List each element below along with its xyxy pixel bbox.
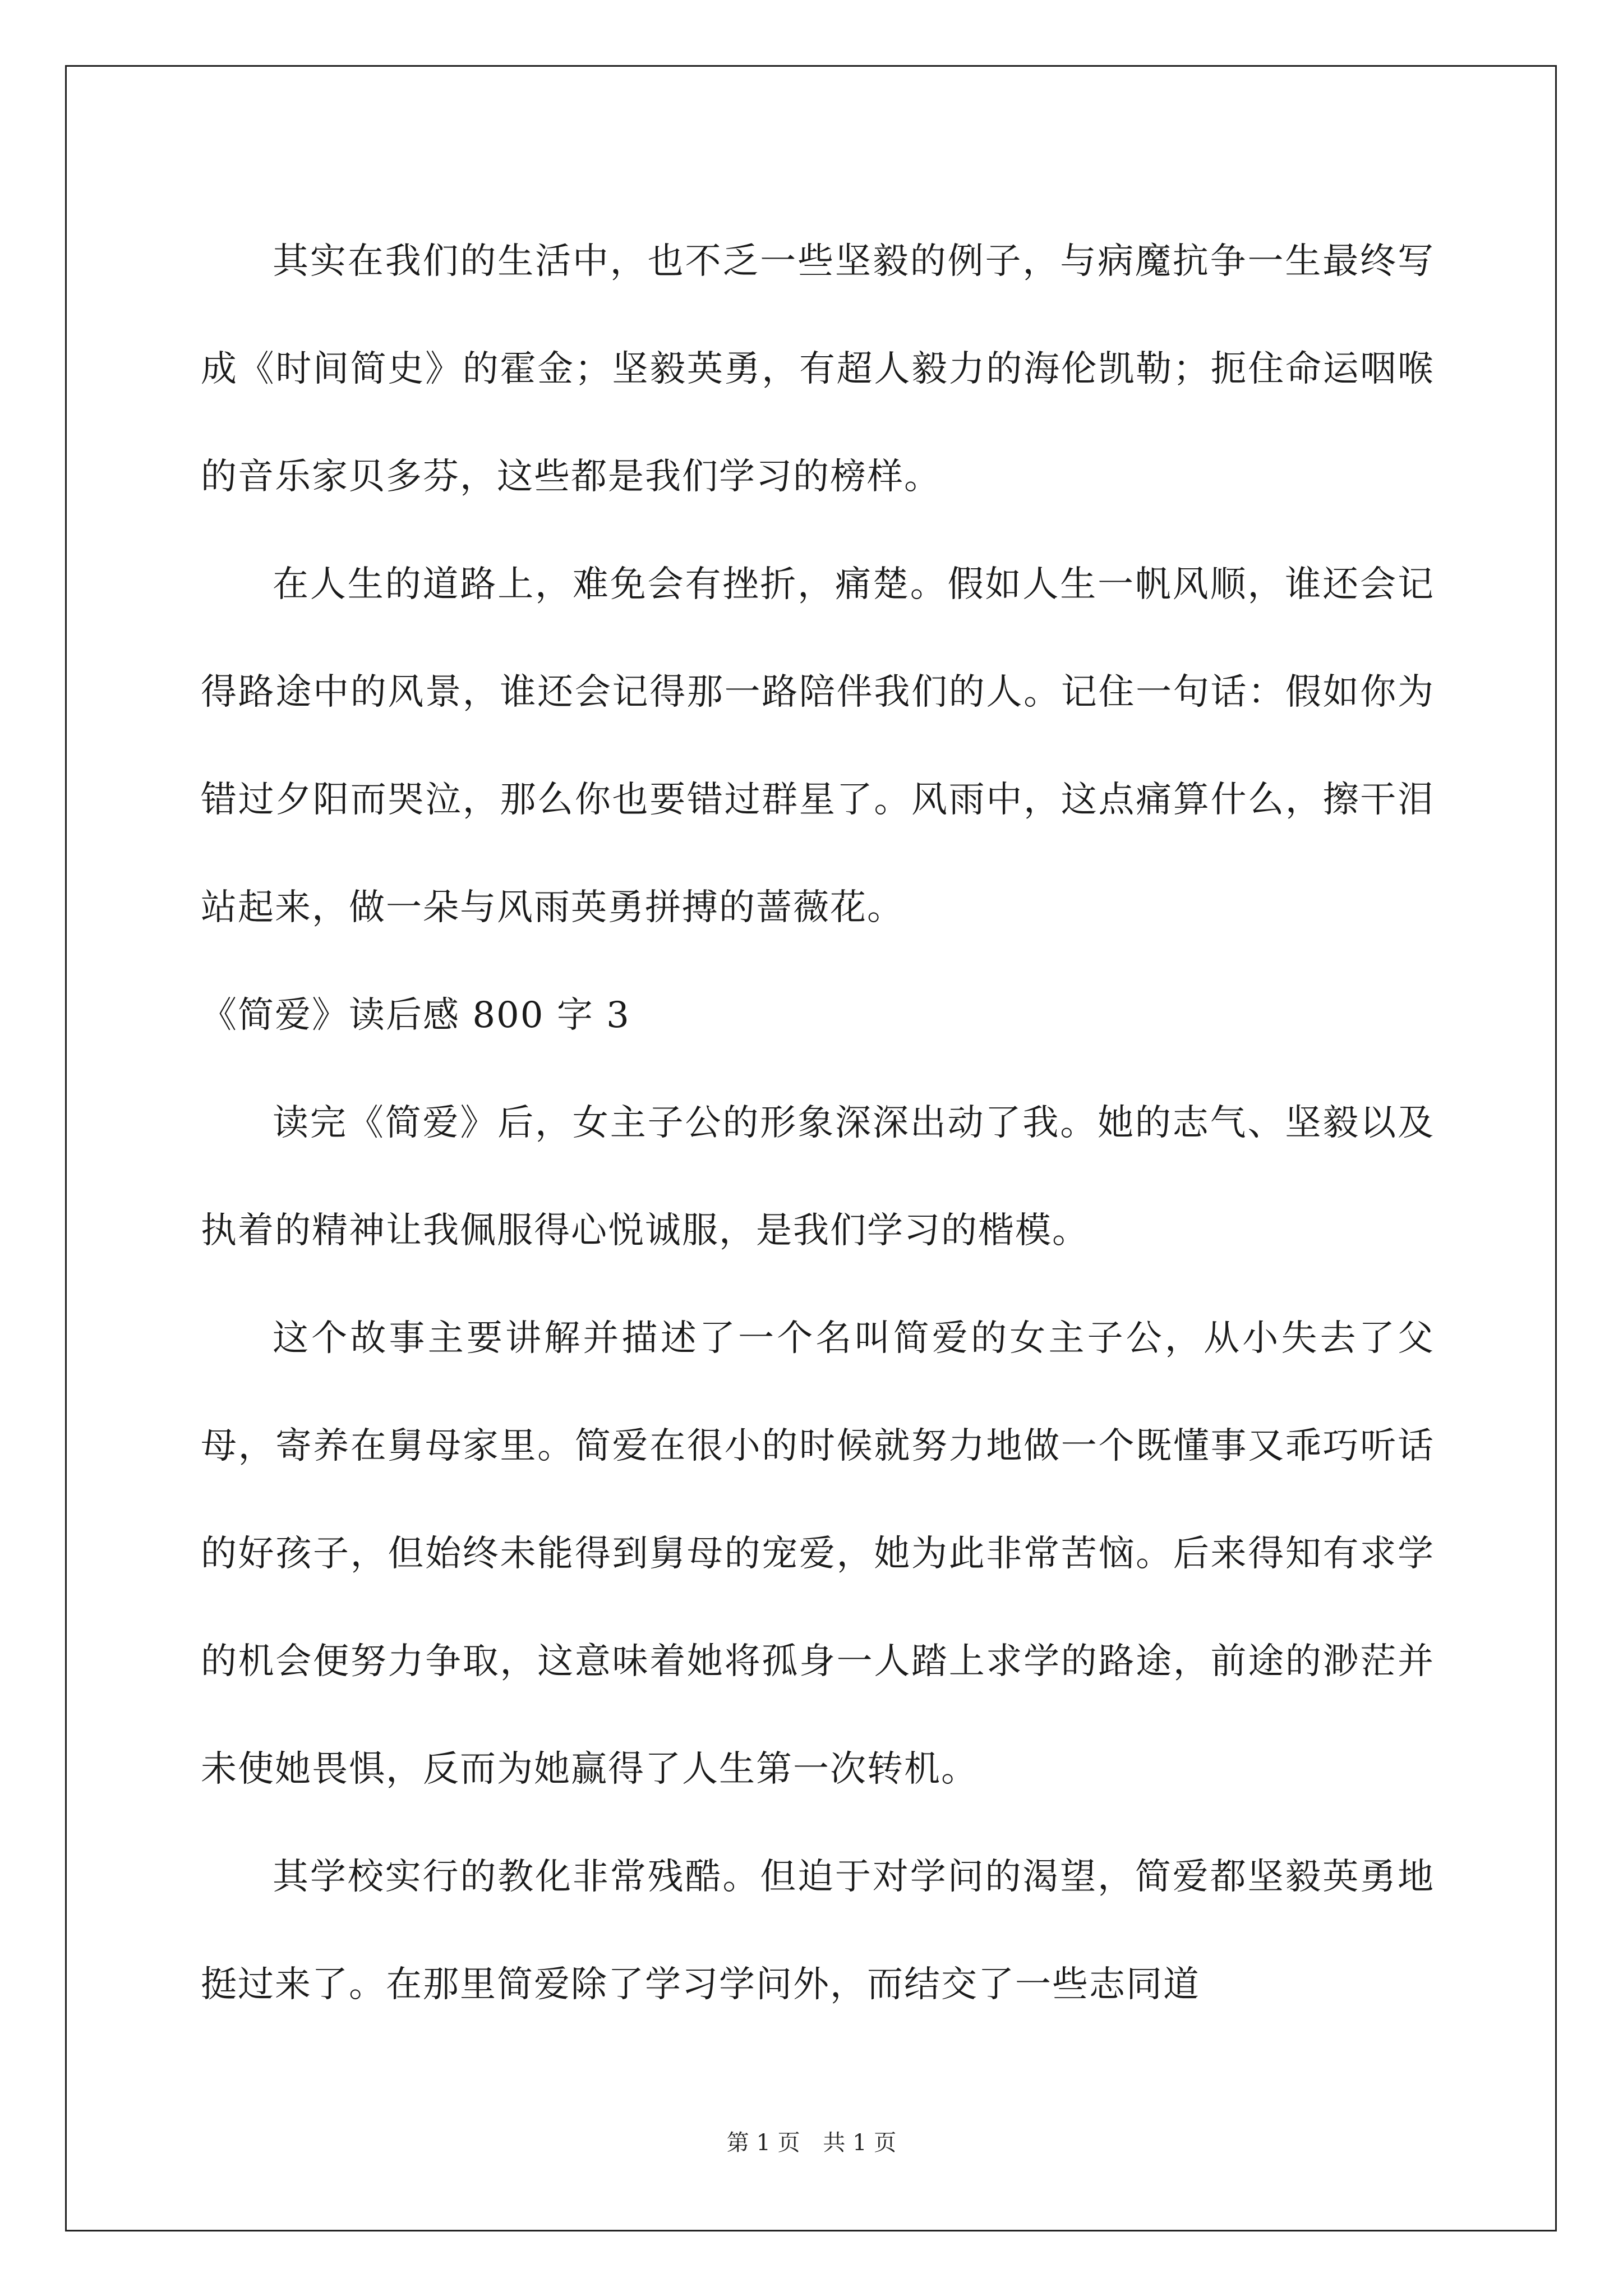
document-body (201, 208, 1435, 2039)
paragraph-1: 其实在我们的生活中，也不乏一些坚毅的例子，与病魔抗争一生最终写成《时间简史》的霍金；坚毅英勇，有超人毅力的海伦凯勒；扼住命运咽喉的音乐家贝多芬，这些都是我们学习的榜样。 (201, 241, 1435, 498)
paragraph-4: 这个故事主要讲解并描述了一个名叫简爱的女主子公，从小失去了父母，寄养在舅母家里。简爱在很小的时候就努力地做一个既懂事又乖巧听话的好孩子，但始终未能得到舅母的宠爱，她为此非常苦恼。后来得知有求学的机会便努力争取，这意味着她将孤身一人踏上求学的路途，前途的渺茫并未使她畏惧，反而为她赢得了人生第一次转机。 (201, 1318, 1435, 1790)
page-total: 共 1 页 (823, 2130, 897, 2156)
page-footer (0, 2126, 1623, 2160)
section-heading: 《简爱》读后感 800 字 3 (201, 995, 630, 1036)
paragraph-5: 其学校实行的教化非常残酷。但迫于对学问的渴望，简爱都坚毅英勇地挺过来了。在那里简爱除了学习学问外，而结交了一些志同道 (201, 1856, 1435, 2005)
paragraph-2: 在人生的道路上，难免会有挫折，痛楚。假如人生一帆风顺，谁还会记得路途中的风景，谁还会记得那一路陪伴我们的人。记住一句话：假如你为错过夕阳而哭泣，那么你也要错过群星了。风雨中，这点痛算什么，擦干泪站起来，做一朵与风雨英勇拼搏的蔷薇花。 (201, 564, 1435, 928)
page-number: 第 1 页 (726, 2130, 800, 2156)
paragraph-3: 读完《简爱》后，女主子公的形象深深出动了我。她的志气、坚毅以及执着的精神让我佩服得心悦诚服，是我们学习的楷模。 (201, 1102, 1435, 1251)
